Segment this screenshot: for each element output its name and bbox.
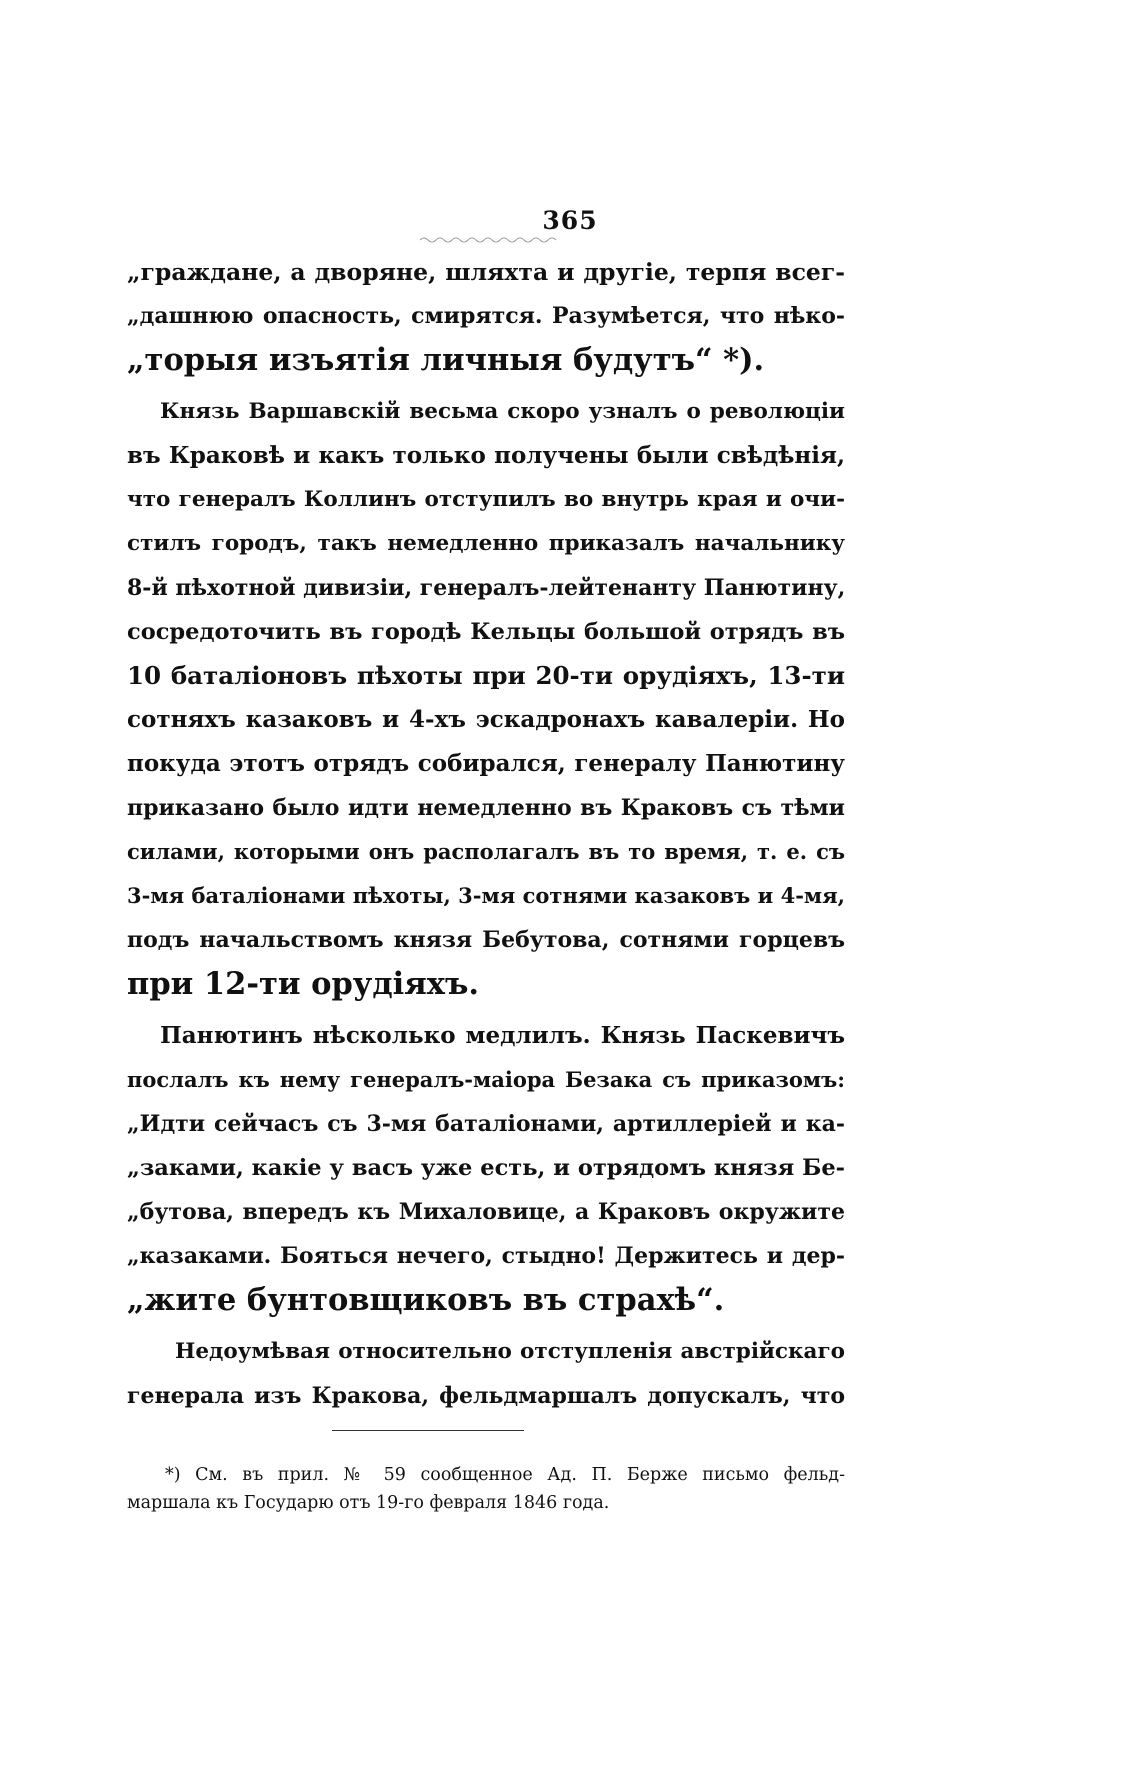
paragraph-start-line: Князь Варшавскій весьма скоро узналъ о революціи (160, 399, 845, 424)
footnote-line: маршала къ Государю отъ 19-го февраля 1846 года. (127, 1493, 610, 1513)
footnote-rule (332, 1430, 524, 1431)
text-line: сотняхъ казаковъ и 4-хъ эскадронахъ кавалеріи. Но (127, 706, 845, 733)
text-line: „дашнюю опасность, смирятся. Разумѣется, что нѣко- (127, 303, 845, 329)
text-line: „жите бунтовщиковъ въ страхѣ“. (127, 1282, 725, 1318)
text-line: „заками, какіе у васъ уже есть, и отрядомъ князя Бе- (127, 1155, 845, 1181)
text-line: стилъ городъ, такъ немедленно приказалъ начальнику (127, 531, 845, 556)
text-line: „Идти сейчасъ съ 3-мя баталіонами, артиллеріей и ка- (127, 1111, 845, 1137)
text-line: 3-мя баталіонами пѣхоты, 3-мя сотнями казаковъ и 4-мя, (127, 883, 845, 908)
page-number-ornament (420, 236, 558, 244)
text-line: сосредоточить въ городѣ Кельцы большой отрядъ въ (127, 619, 845, 645)
text-line: „торыя изъятія личныя будутъ“ *). (127, 342, 765, 378)
text-line: что генералъ Коллинъ отступилъ во внутрь края и очи- (127, 487, 845, 512)
text-line: при 12-ти орудіяхъ. (127, 966, 479, 1002)
text-line: „казаками. Бояться нечего, стыдно! Держитесь и дер- (127, 1243, 845, 1269)
footnote-line: *) См. въ прил. № 59 сообщенное Ад. П. Берже письмо фельд- (165, 1465, 845, 1485)
text-line: подъ начальствомъ князя Бебутова, сотнями горцевъ (127, 927, 845, 953)
text-line: приказано было идти немедленно въ Краковъ съ тѣми (127, 795, 845, 821)
text-line: послалъ къ нему генералъ-маіора Безака съ приказомъ: (127, 1067, 845, 1092)
paragraph-start-line: Панютинъ нѣсколько медлилъ. Князь Паскевичъ (160, 1022, 845, 1049)
page-number: 365 (542, 206, 598, 235)
text-line: „граждане, а дворяне, шляхта и другіе, терпя всег- (127, 258, 845, 286)
text-line: силами, которыми онъ располагалъ въ то время, т. е. съ (127, 839, 845, 864)
text-line: „бутова, впередъ къ Михаловице, а Краковъ окружите (127, 1199, 845, 1225)
paragraph-start-line: Недоумѣвая относительно отступленія австрійскаго (175, 1339, 845, 1364)
text-line: въ Краковѣ и какъ только получены были свѣдѣнія, (127, 442, 845, 469)
text-line: генерала изъ Кракова, фельдмаршалъ допускалъ, что (127, 1383, 845, 1409)
text-line: 8-й пѣхотной дивизіи, генералъ-лейтенанту Панютину, (127, 575, 846, 601)
text-line: 10 баталіоновъ пѣхоты при 20-ти орудіяхъ, 13-ти (127, 661, 845, 690)
text-line: покуда этотъ отрядъ собирался, генералу Панютину (127, 750, 845, 777)
